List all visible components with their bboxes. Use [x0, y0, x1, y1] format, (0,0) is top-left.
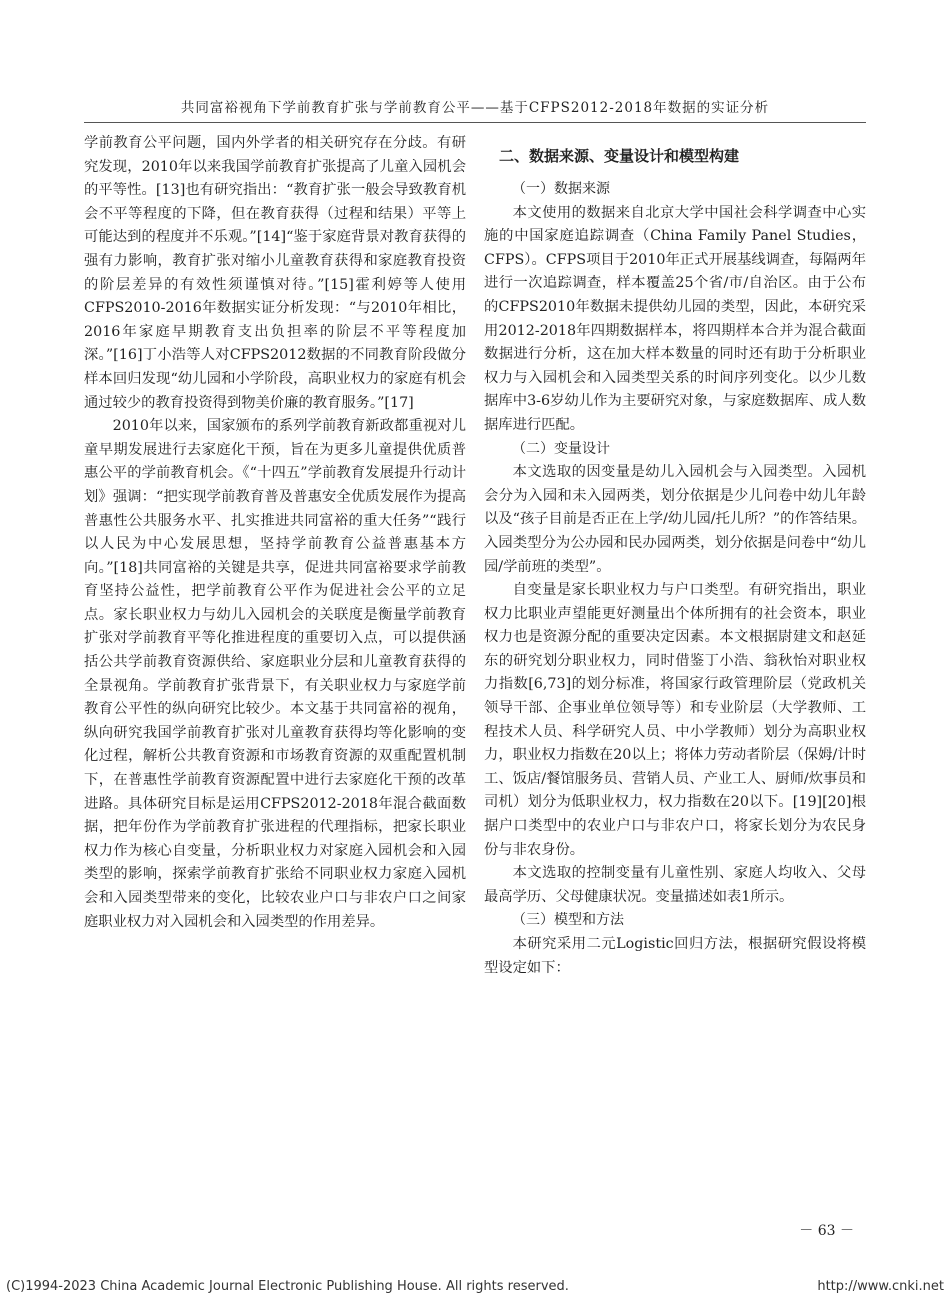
footer: [6, 1279, 944, 1294]
section-title: 二、数据来源、变量设计和模型构建: [499, 147, 740, 165]
paragraph-independent-variables: 自变量是家长职业权力与户口类型。有研究指出，职业权力比职业声望能更好测量出个体所拥有的社会资本，职业权力也是资源分配的重要决定因素。本文根据尉建文和赵延东的研究划分职业权力，同时借鉴丁小浩、翁秋怡对职业权力指数[6,73]的划分标准，将国家行政管理阶层（党政机关领导干部、企事业单位领导等）和专业阶层（大学教师、工程技术人员、科学研究人员、中小学教师）划分为高职业权力，职业权力指数在20以上；将体力劳动者阶层（保姆/计时工、饭店/餐馆服务员、营销人员、产业工人、厨师/炊事员和司机）划分为低职业权力，权力指数在20以下。[19][20]根据户口类型中的农业户口与非农户口，将家长划分为农民身份与非农身份。: [484, 582, 866, 858]
right-column: [484, 132, 866, 980]
subsection-data-source: （一）数据来源: [512, 181, 610, 197]
paragraph-model: 本研究采用二元Logistic回归方法，根据研究假设将模型设定如下：: [484, 936, 866, 976]
header-rule: [84, 122, 866, 123]
subsection-model: （三）模型和方法: [512, 912, 624, 929]
paragraph-data-source: 本文使用的数据来自北京大学中国社会科学调查中心实施的中国家庭追踪调查（China Family Panel Studies，CFPS）。CFPS项目于2010年正式开展基线调查，每隔两年进行一次追踪调查，样本覆盖25个省/市/自治区。由于公布的CFPS2010年数据未提供幼儿园的类型，因此，本研究采用2012-2018年四期数据样本，将四期样本合并为混合截面数据进行分析，这在加大样本数量的同时还有助于分析职业权力与入园机会和入园类型关系的时间序列变化。以少儿数据库中3-6岁幼儿作为主要研究对象，与家庭数据库、成人数据库进行匹配。: [484, 204, 866, 433]
subsection-variables: （二）变量设计: [512, 440, 610, 457]
footer-copyright: (C)1994-2023 China Academic Journal Electronic Publishing House. All rights reserved.: [6, 1279, 569, 1294]
paragraph-control-variables: 本文选取的控制变量有儿童性别、家庭人均收入、父母最高学历、父母健康状况。变量描述如表1所示。: [484, 865, 866, 905]
paragraph-dependent-variables: 本文选取的因变量是幼儿入园机会与入园类型。入园机会分为入园和未入园两类，划分依据是少儿问卷中幼儿年龄以及“孩子目前是否正在上学/幼儿园/托儿所？”的作答结果。入园类型分为公办园和民办园两类，划分依据是问卷中“幼儿园/学前班的类型”。: [484, 464, 866, 575]
paragraph-policy: 2010年以来，国家颁布的系列学前教育新政都重视对儿童早期发展进行去家庭化干预，旨在为更多儿童提供优质普惠公平的学前教育机会。《“十四五”学前教育发展提升行动计划》强调：“把实现学前教育普及普惠安全优质发展作为提高普惠性公共服务水平、扎实推进共同富裕的重大任务”“践行以人民为中心发展思想，坚持学前教育公益普惠基本方向。”[18]共同富裕的关键是共享，促进共同富裕要求学前教育坚持公益性，把学前教育公平作为促进社会公平的立足点。家长职业权力与幼儿入园机会的关联度是衡量学前教育扩张对学前教育平等化推进程度的重要切入点，可以提供涵括公共学前教育资源供给、家庭职业分层和儿童教育获得的全景视角。学前教育扩张背景下，有关职业权力与家庭学前教育公平性的纵向研究比较少。本文基于共同富裕的视角，纵向研究我国学前教育扩张对儿童教育获得均等化影响的变化过程，解析公共教育资源和市场教育资源的双重配置机制下，在普惠性学前教育资源配置中进行去家庭化干预的改革进路。具体研究目标是运用CFPS2012-2018年混合截面数据，把年份作为学前教育扩张进程的代理指标，把家长职业权力作为核心自变量，分析职业权力对家庭入园机会和入园类型的影响，探索学前教育扩张给不同职业权力家庭入园机会和入园类型带来的变化，比较农业户口与非农户口之间家庭职业权力对入园机会和入园类型的作用差异。: [84, 418, 466, 930]
page-number: － 63 －: [799, 1223, 854, 1239]
paragraph-literature: 学前教育公平问题，国内外学者的相关研究存在分歧。有研究发现，2010年以来我国学前教育扩张提高了儿童入园机会的平等性。[13]也有研究指出：“教育扩张一般会导致教育机会不平等程度的下降，但在教育获得（过程和结果）平等上可能达到的程度并不乐观。”[14]“鉴于家庭背景对教育获得的强有力影响，教育扩张对缩小儿童教育获得和家庭教育投资的阶层差异的有效性须谨慎对待。”[15]霍利婷等人使用CFPS2010-2016年数据实证分析发现：“与2010年相比，2016年家庭早期教育支出负担率的阶层不平等程度加深。”[16]丁小浩等人对CFPS2012数据的不同教育阶段做分样本回归发现“幼儿园和小学阶段，高职业权力的家庭有机会通过较少的教育投资得到物美价廉的教育服务。”[17]: [84, 135, 466, 411]
left-column: [84, 132, 466, 934]
footer-url: http://www.cnki.net: [817, 1279, 944, 1294]
running-header: 共同富裕视角下学前教育扩张与学前教育公平——基于CFPS2012-2018年数据的实证分析: [180, 100, 770, 116]
